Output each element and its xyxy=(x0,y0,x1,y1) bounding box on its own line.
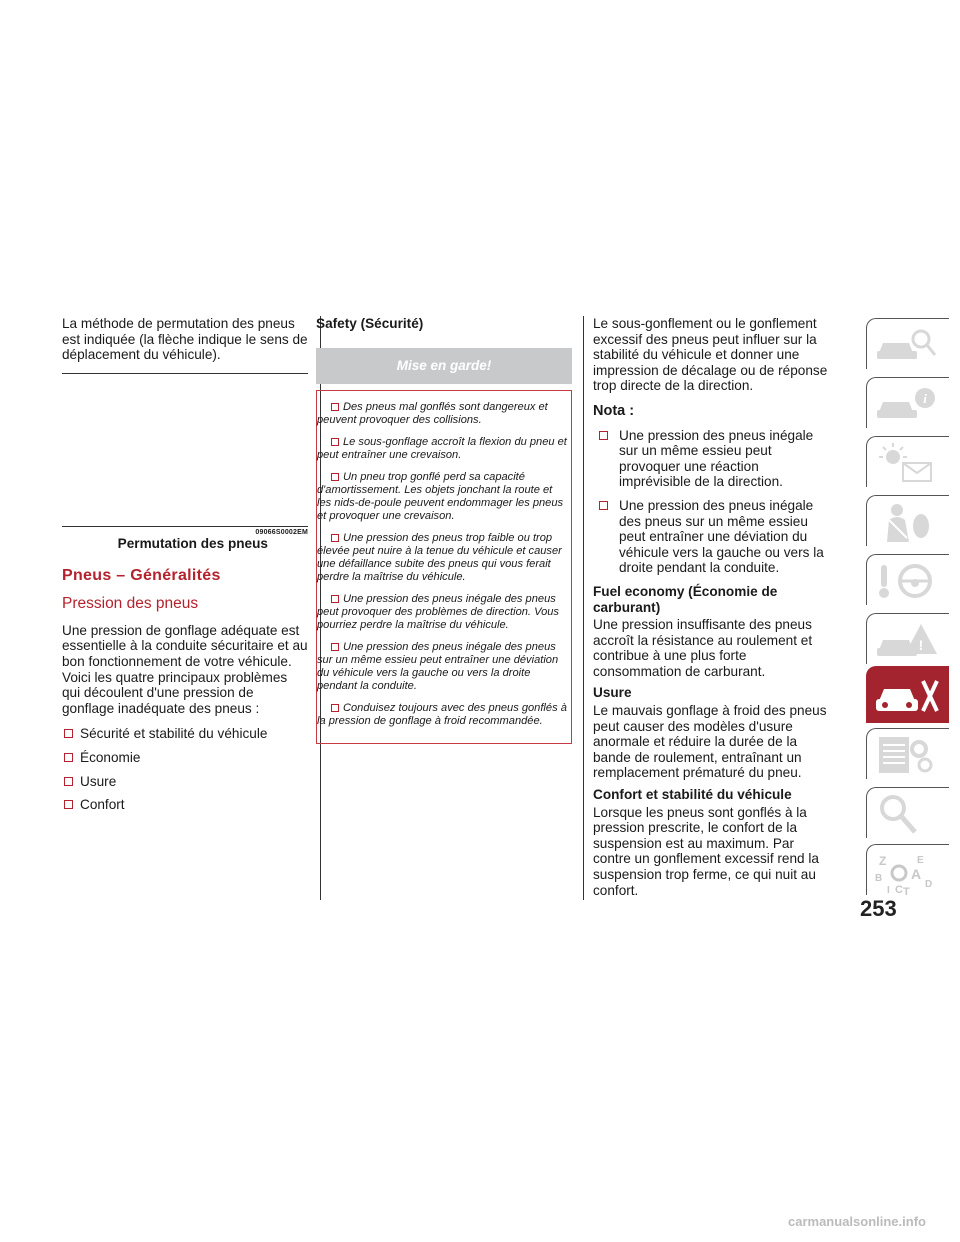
steering-wheel-icon xyxy=(873,561,939,601)
seatbelt-airbag-icon xyxy=(873,502,939,542)
figure-area xyxy=(62,374,308,526)
emergency-car-icon xyxy=(873,620,939,660)
bullet-box-icon xyxy=(599,431,608,440)
index-letter: I xyxy=(887,885,890,895)
list-item: Sécurité et stabilité du véhicule xyxy=(62,726,308,742)
warning-box xyxy=(316,390,572,744)
bullet-box-icon xyxy=(331,473,339,481)
comfort-heading: Confort et stabilité du véhicule xyxy=(593,787,792,803)
warning-item: Une pression des pneus inégale des pneus sur un même essieu peut entraîner une déviation du véhicule vers la gauche ou vers la droite pendant la conduite. xyxy=(317,640,559,692)
tab-seatbelt-airbag[interactable] xyxy=(866,495,949,546)
figure-bottom-divider xyxy=(62,526,308,527)
column-3 xyxy=(593,316,833,908)
bullet-box-icon xyxy=(331,704,339,712)
bullet-box-icon xyxy=(64,800,73,809)
bullet-box-icon xyxy=(64,753,73,762)
fuel-heading: Fuel economy (Économie de carburant) xyxy=(593,583,778,615)
tab-steering-wheel[interactable] xyxy=(866,554,949,605)
column-divider xyxy=(583,316,584,900)
list-item: Une pression des pneus inégale sur un même essieu peut provoquer une réaction imprévisible de la direction. xyxy=(597,428,833,490)
list-item: Usure xyxy=(62,774,308,790)
warning-item: Un pneu trop gonflé perd sa capacité d'amortissement. Les objets jonchant la route et les nids-de-poule peuvent endommager les pneus et provoquer une crevaison. xyxy=(317,470,564,522)
tab-warning-lights[interactable] xyxy=(866,436,949,487)
index-letter: D xyxy=(925,879,933,890)
index-icon xyxy=(873,851,939,895)
list-item: Économie xyxy=(62,750,308,766)
index-letter: T xyxy=(903,886,910,895)
specifications-icon xyxy=(873,735,939,775)
index-letter: Z xyxy=(879,854,887,868)
tab-car-search[interactable] xyxy=(866,318,949,369)
bullet-box-icon xyxy=(64,729,73,738)
safety-heading: Safety (Sécurité) xyxy=(316,316,424,331)
wear-paragraph: Le mauvais gonflage à froid des pneus peut causer des modèles d'usure anormale et réduire la durée de la bande de roulement, entraînant un remplacement prématuré du pneu. xyxy=(593,703,827,781)
index-letter: E xyxy=(917,855,924,866)
bullet-box-icon xyxy=(331,595,339,603)
fuel-paragraph: Une pression insuffisante des pneus accroît la résistance au roulement et contribue à une plus forte consommation de carburant. xyxy=(593,617,813,679)
column-1 xyxy=(62,316,308,821)
warning-item: Des pneus mal gonflés sont dangereux et peuvent provoquer des collisions. xyxy=(317,400,548,426)
bullet-box-icon xyxy=(331,438,339,446)
warning-item: Le sous-gonflage accroît la flexion du pneu et peut entraîner une crevaison. xyxy=(317,435,567,461)
tab-search[interactable] xyxy=(866,787,949,838)
index-letter: A xyxy=(911,866,922,882)
watermark: carmanualsonline.info xyxy=(788,1214,926,1229)
warning-item: Une pression des pneus trop faible ou trop élevée peut nuire à la tenue du véhicule et causer une défaillance subite des pneus qui vous ferait perdre la maîtrise du véhicule. xyxy=(317,531,562,583)
maintenance-icon xyxy=(873,673,943,719)
bullet-box-icon xyxy=(331,403,339,411)
index-letter: B xyxy=(875,873,883,884)
comfort-paragraph: Lorsque les pneus sont gonflés à la pression prescrite, le confort de la suspension est au maximum. Par contre un gonflement excessif rend la suspension trop ferme, ce qui nuit au confort. xyxy=(593,804,819,898)
svg-text:i: i xyxy=(923,391,927,406)
bullet-box-icon xyxy=(331,643,339,651)
car-search-icon xyxy=(873,325,939,365)
tab-specifications[interactable] xyxy=(866,728,949,779)
search-icon xyxy=(873,794,939,834)
bullet-box-icon xyxy=(331,534,339,542)
wear-heading: Usure xyxy=(593,685,632,701)
tab-car-info[interactable] xyxy=(866,377,949,428)
subsection-title: Pression des pneus xyxy=(62,594,199,612)
car-info-icon xyxy=(873,384,939,424)
intro-paragraph: La méthode de permutation des pneus est indiquée (la flèche indique le sens de déplacement du véhicule). xyxy=(62,316,308,363)
list-item: Confort xyxy=(62,797,308,813)
warning-item: Une pression des pneus inégale des pneus peut provoquer des problèmes de direction. Vous pourriez perdre la maîtrise du véhicule. xyxy=(317,592,559,631)
nota-heading: Nota : xyxy=(593,402,635,419)
svg-text:!: ! xyxy=(918,637,924,653)
column-2 xyxy=(316,316,572,744)
bullet-box-icon xyxy=(64,777,73,786)
section-title: Pneus – Généralités xyxy=(62,566,221,584)
tab-index[interactable] xyxy=(866,844,949,895)
warning-item: Conduisez toujours avec des pneus gonflés à la pression de gonflage à froid recommandée. xyxy=(317,701,567,727)
warning-title: Mise en garde! xyxy=(316,348,572,384)
bullet-box-icon xyxy=(599,501,608,510)
pressure-paragraph: Une pression de gonflage adéquate est essentielle à la conduite sécuritaire et au bon fonctionnement de votre véhicule. Voici les quatre principaux problèmes qui découlent d'une pression de gonflage inadéquate des pneus : xyxy=(62,622,308,716)
tab-emergency[interactable] xyxy=(866,613,949,664)
index-letter: C xyxy=(895,884,903,895)
figure-caption: Permutation des pneus xyxy=(117,535,268,551)
list-item: Une pression des pneus inégale des pneus sur un même essieu peut entraîner une déviation du véhicule vers la gauche ou vers la droite pendant la conduite. xyxy=(597,498,833,576)
tab-maintenance[interactable] xyxy=(866,666,949,723)
figure-code: 09066S0002EM xyxy=(255,528,308,536)
intro-paragraph: Le sous-gonflement ou le gonflement excessif des pneus peut influer sur la stabilité du véhicule et donner une impression de décalage ou de réponse trop directe de la direction. xyxy=(593,316,828,394)
warning-lights-icon xyxy=(873,443,939,483)
page-number: 253 xyxy=(860,896,897,921)
